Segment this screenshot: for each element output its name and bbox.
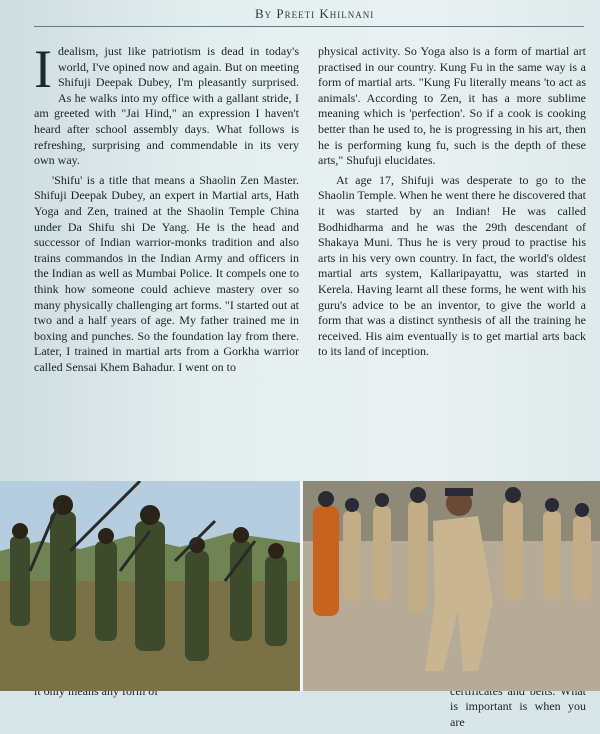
col2-para-2: At age 17, Shifuji was desperate to go to the Shaolin Temple. When he went there he discovered that it was started by an Indian! He was called Bodhidharma and he was the 29th descendant of Shakaya Muni. Thus he is very proud to practise his arts in his very own country. In fact, the world's oldest martial arts system, Kallaripayattu, was started in Kerela. Having learnt all these forms, he went with his guru's advice to be an inventor, to give the world a form that was a distinct synthesis of all the training he received. His aim eventually is to get martial arts back to its land of inception. xyxy=(318,172,586,359)
commandos-illustration xyxy=(0,481,300,691)
header-rule xyxy=(34,26,584,27)
drop-cap: I xyxy=(34,39,52,99)
col2-para-3: is important is when you are xyxy=(450,699,586,729)
photo-commandos-training xyxy=(0,481,300,691)
police-illustration xyxy=(303,481,600,691)
byline: By Preeti Khilnani xyxy=(255,6,375,21)
col2-para-1: physical activity. So Yoga also is a form of martial art practised in our country. Kung Fu in the same way is a form of martial arts. "Kung Fu literally means 'to act as animals'. According to Zen, it has a more sublime meaning which is 'perfection'. So if a cook is cooking better than he used to, he is progressing in his art, then he is performing kung fu, such is the depth of these arts," Shufuji elucidates. xyxy=(318,44,586,168)
col1-para-2: 'Shifu' is a title that means a Shaolin Zen Master. Shifuji Deepak Dubey, an expert in Martial arts, Hath Yoga and Zen, trained at the Shaolin Temple China under Da Shifu shi De Yang. He is the head and successor of Indian warrior-monks tradition and also trains commandos in the Indian Army and officers in the Indian as well as Mumbai Police. It compels one to think how someone could achieve mastery over so many physically challenging art forms. "I started out at two and a half years of age. My father trained me in boxing and punches. So the foundation lay from there. Later, I trained in martial arts from a Gorkha warrior called Sensai Khem Bahadur. I went on to xyxy=(34,172,299,374)
col1-para-1: dealism, just like patriotism is dead in today's world, I've opined now and again. But on meeting Shifuji Deepak Dubey, I'm pleasantly surprised. As he walks into my office with a gallant stride, I am greeted with "Jai Hind," an expression I haven't heard after school assembly days. What follows is refreshing, surprising and commendable in its very own way. xyxy=(34,44,299,168)
photo-police-training xyxy=(303,481,600,691)
column-1-top xyxy=(34,39,299,379)
column-2-top xyxy=(318,44,586,364)
